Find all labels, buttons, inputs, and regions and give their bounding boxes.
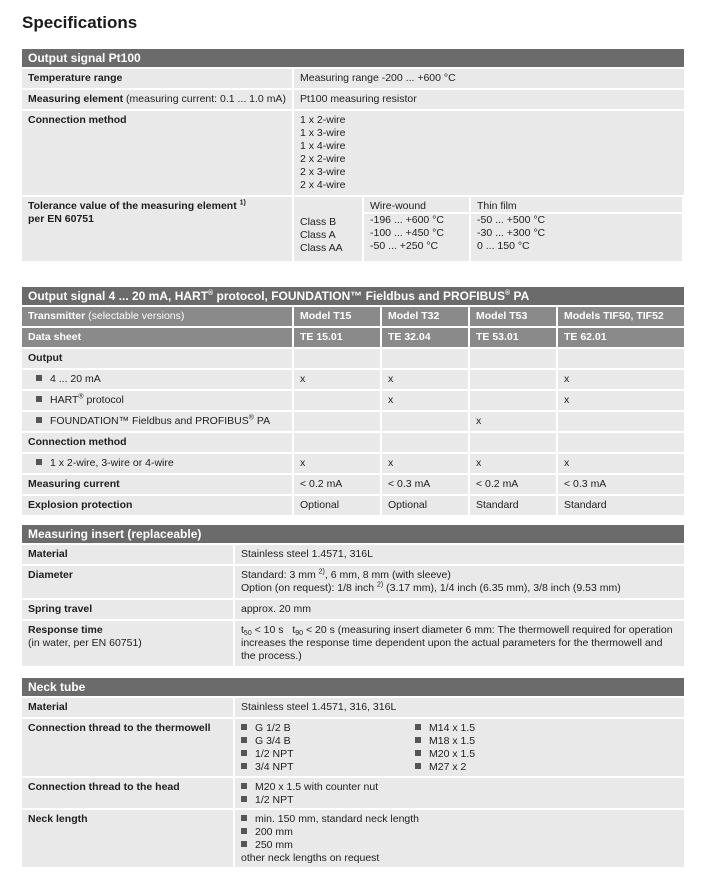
table-row: 4 ... 20 mA x x x — [22, 370, 684, 391]
table-row: Output — [22, 349, 684, 370]
list-item: 2 x 3-wire — [300, 166, 346, 178]
list-item: 1 x 4-wire — [300, 140, 346, 152]
table-row: Diameter Standard: 3 mm $^{2)}$, 6 mm, 8 mm (with sleeve) Option (on request): 1/8 inch $^{2)}$ (3.17 mm), 1/4 inch (6.35 mm), 3/8 inch (9.53 mm) — [22, 566, 684, 600]
tolerance-label: Tolerance value of the measuring element $^{1)}$ per EN 60751 — [22, 197, 292, 261]
model-header: Models TIF50, TIF52 — [558, 307, 684, 326]
insert-header: Measuring insert (replaceable) — [22, 525, 684, 543]
connection-method-values — [294, 111, 684, 195]
temp-range-value: Measuring range -200 ... +600 °C — [294, 69, 684, 88]
bullet-icon — [36, 417, 42, 423]
bullet-icon — [36, 459, 42, 465]
neck-section — [22, 678, 684, 869]
bullet-icon — [415, 724, 421, 730]
connection-method-label: Connection method — [22, 111, 292, 195]
table-row: Material Stainless steel 1.4571, 316L — [22, 545, 684, 566]
bullet-icon — [241, 763, 247, 769]
table-row: Response time (in water, per EN 60751) $t_{50} < 10$ s $t_{90} < 20$ s (measuring insert diameter 6 mm: The thermowell required for operation increases the response time dependent upon the actual parameters for the thermowell and the process.) — [22, 621, 684, 668]
table-row: FOUNDATION™ Fieldbus and PROFIBUS® PA x — [22, 412, 684, 433]
table-row: Connection thread to the thermowell G 1/2 B G 3/4 B 1/2 NPT 3/4 NPT M14 x 1.5 M18 x 1.5 M20 x 1.5 M27 x 2 — [22, 719, 684, 778]
tolerance-wire-wound: Wire-wound -196 ... +600 °C -100 ... +450 °C -50 ... +250 °C — [364, 197, 469, 261]
page-title: Specifications — [22, 13, 138, 32]
bullet-icon — [415, 737, 421, 743]
temp-range-label: Temperature range — [22, 69, 292, 88]
neck-header: Neck tube — [22, 678, 684, 696]
measuring-element-value: Pt100 measuring resistor — [294, 90, 684, 109]
tolerance-classes: Class B Class A Class AA — [294, 197, 362, 261]
table-row: Spring travel approx. 20 mm — [22, 600, 684, 621]
bullet-icon — [241, 841, 247, 847]
bullet-icon — [241, 815, 247, 821]
list-item: 2 x 4-wire — [300, 179, 346, 191]
model-header: Model T32 — [382, 307, 468, 326]
model-header: Model T15 — [294, 307, 380, 326]
signal-section — [22, 287, 684, 517]
tolerance-thin-film: Thin film -50 ... +500 °C -30 ... +300 °C 0 ... 150 °C — [471, 197, 682, 261]
measuring-element-note: (measuring current: 0.1 ... 1.0 mA) — [123, 93, 286, 105]
table-row — [22, 69, 684, 90]
bullet-icon — [241, 737, 247, 743]
datasheet-ref: TE 15.01 — [294, 328, 380, 347]
table-row — [22, 197, 684, 263]
table-row: Neck length min. 150 mm, standard neck length 200 mm 250 mm other neck lengths on request — [22, 810, 684, 869]
datasheet-ref: TE 53.01 — [470, 328, 556, 347]
bullet-icon — [415, 750, 421, 756]
pt100-section — [22, 49, 684, 263]
insert-section — [22, 525, 684, 668]
bullet-icon — [415, 763, 421, 769]
table-row: Measuring current < 0.2 mA < 0.3 mA < 0.2 mA < 0.3 mA — [22, 475, 684, 496]
table-header-row: Transmitter (selectable versions) Model T15 Model T32 Model T53 Models TIF50, TIF52 — [22, 307, 684, 328]
list-item: 1 x 2-wire — [300, 114, 346, 126]
model-header: Model T53 — [470, 307, 556, 326]
table-row: HART® protocol x x — [22, 391, 684, 412]
list-item: 1 x 3-wire — [300, 127, 346, 139]
table-row: 1 x 2-wire, 3-wire or 4-wire x x x x — [22, 454, 684, 475]
bullet-icon — [36, 375, 42, 381]
table-row — [22, 90, 684, 111]
bullet-icon — [241, 828, 247, 834]
table-row: Connection method — [22, 433, 684, 454]
table-row — [22, 111, 684, 197]
bullet-icon — [241, 783, 247, 789]
pt100-header: Output signal Pt100 — [22, 49, 684, 67]
signal-header: Output signal 4 ... 20 mA, HART® protocol, FOUNDATION™ Fieldbus and PROFIBUS® PA — [22, 287, 684, 305]
datasheet-ref: TE 32.04 — [382, 328, 468, 347]
bullet-icon — [241, 796, 247, 802]
table-row: Material Stainless steel 1.4571, 316, 316L — [22, 698, 684, 719]
measuring-element-label: Measuring element — [28, 93, 124, 105]
table-row: Explosion protection Optional Optional Standard Standard — [22, 496, 684, 517]
table-header-row: Data sheet TE 15.01 TE 32.04 TE 53.01 TE 62.01 — [22, 328, 684, 349]
table-row: Connection thread to the head M20 x 1.5 with counter nut 1/2 NPT — [22, 778, 684, 810]
list-item: 2 x 2-wire — [300, 153, 346, 165]
bullet-icon — [241, 750, 247, 756]
bullet-icon — [241, 724, 247, 730]
bullet-icon — [36, 396, 42, 402]
datasheet-ref: TE 62.01 — [558, 328, 684, 347]
